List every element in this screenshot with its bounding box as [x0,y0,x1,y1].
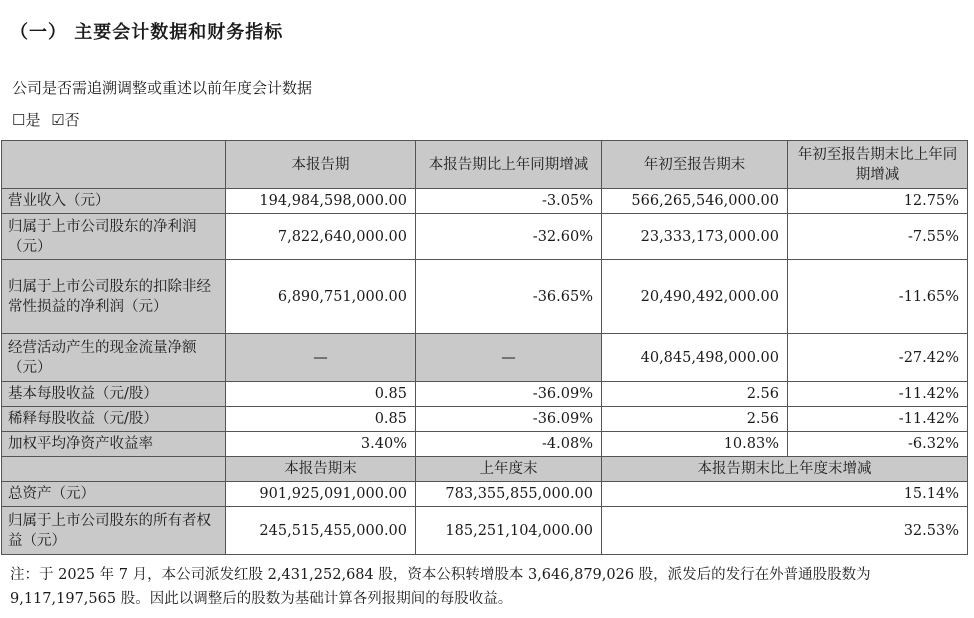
table-row [2,482,968,507]
cell-value: 783,355,855,000.00 [416,482,602,507]
cell-value: 12.75% [788,189,968,214]
table-row [2,189,968,214]
cell-value: -36.09% [416,382,602,407]
section-title: （一） 主要会计数据和财务指标 [10,22,284,43]
row-label: 总资产（元） [2,482,226,507]
row-label: 归属于上市公司股东的所有者权益（元） [2,507,226,555]
row-label: 基本每股收益（元/股） [2,382,226,407]
footnote: 注：于 2025 年 7 月，本公司派发红股 2,431,252,684 股，资本公积转增股本 3,646,879,026 股，派发后的发行在外普通股股数为 9,117,197,565 股。因此以调整后的股数为基础计算各列报期间的每股收益。 [10,567,871,607]
row-label: 经营活动产生的现金流量净额（元） [2,334,226,382]
table-header-row [2,457,968,482]
cell-value: 3.40% [226,432,416,457]
table-row [2,214,968,260]
cell-value: 20,490,492,000.00 [602,260,788,334]
cell-value: 15.14% [602,482,968,507]
header-current-period: 本报告期 [226,141,416,189]
restatement-question: 公司是否需追溯调整或重述以前年度会计数据 [12,79,313,97]
cell-value: -27.42% [788,334,968,382]
cell-value: -11.42% [788,382,968,407]
table-header-row [2,141,968,189]
cell-value: 185,251,104,000.00 [416,507,602,555]
cell-value: 245,515,455,000.00 [226,507,416,555]
table-row [2,382,968,407]
header-period-end: 本报告期末 [226,457,416,482]
header-period-end-change: 本报告期末比上年度末增减 [602,457,968,482]
cell-value: 2.56 [602,382,788,407]
row-label: 加权平均净资产收益率 [2,432,226,457]
cell-value: 0.85 [226,407,416,432]
cell-value: -36.65% [416,260,602,334]
cell-value: — [226,334,416,382]
option-no[interactable]: ☑否 [51,111,80,129]
cell-value: -4.08% [416,432,602,457]
cell-value: 10.83% [602,432,788,457]
cell-value: -3.05% [416,189,602,214]
header-blank [2,457,226,482]
table-row [2,407,968,432]
cell-value: 40,845,498,000.00 [602,334,788,382]
cell-value: 23,333,173,000.00 [602,214,788,260]
cell-value: 194,984,598,000.00 [226,189,416,214]
restatement-options [12,109,86,130]
row-label: 归属于上市公司股东的净利润（元） [2,214,226,260]
cell-value: — [416,334,602,382]
option-yes[interactable]: ☐是 [12,111,41,129]
header-blank [2,141,226,189]
cell-value: -36.09% [416,407,602,432]
cell-value: -32.60% [416,214,602,260]
header-current-change: 本报告期比上年同期增减 [416,141,602,189]
row-label: 归属于上市公司股东的扣除非经常性损益的净利润（元） [2,260,226,334]
cell-value: -11.42% [788,407,968,432]
cell-value: 566,265,546,000.00 [602,189,788,214]
cell-value: 0.85 [226,382,416,407]
table-row [2,432,968,457]
table-row [2,260,968,334]
cell-value: -6.32% [788,432,968,457]
header-ytd-change: 年初至报告期末比上年同期增减 [788,141,968,189]
header-last-year-end: 上年度末 [416,457,602,482]
cell-value: 7,822,640,000.00 [226,214,416,260]
row-label: 营业收入（元） [2,189,226,214]
row-label: 稀释每股收益（元/股） [2,407,226,432]
cell-value: 6,890,751,000.00 [226,260,416,334]
cell-value: -7.55% [788,214,968,260]
table-row [2,507,968,555]
table-row [2,334,968,382]
financial-data-table [1,140,968,555]
cell-value: -11.65% [788,260,968,334]
header-ytd: 年初至报告期末 [602,141,788,189]
cell-value: 2.56 [602,407,788,432]
cell-value: 32.53% [602,507,968,555]
cell-value: 901,925,091,000.00 [226,482,416,507]
